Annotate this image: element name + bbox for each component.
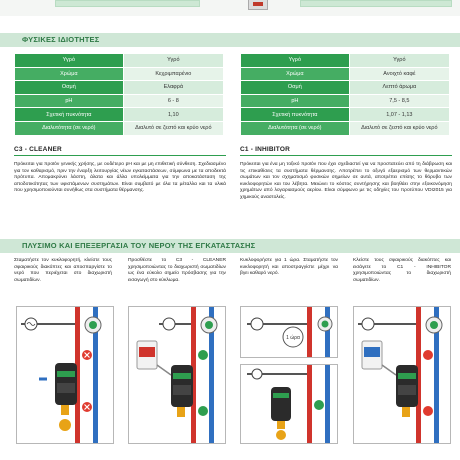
property-row [241,67,450,81]
property-value: Λεπτό άρωμα [349,81,449,95]
open-valve-icon [198,406,208,416]
property-name: pH [15,94,124,108]
property-row [241,94,450,108]
closed-valve-icon [423,406,433,416]
property-value: Κεχριμπαρένιο [123,67,223,81]
step-3-diagram-bottom [240,364,338,444]
property-row [15,81,224,95]
property-row [241,121,450,135]
top-strip [0,0,460,16]
property-row [241,108,450,122]
inhibitor-title: C1 - INHIBITOR [240,146,290,153]
property-value: 1,10 [123,108,223,122]
property-value: 6 - 8 [123,94,223,108]
open-valve-icon [198,350,208,360]
product-thumbnail [248,0,268,10]
property-name: Οσμή [241,81,350,95]
timer-label: 1 ώρα [286,335,300,341]
property-name: pH [241,94,350,108]
step-4-diagram [353,306,451,444]
property-value: Διαλυτό σε ζεστό και κρύο νερό [123,121,223,135]
property-name: Υγρό [241,54,350,68]
property-name: Σχετική πυκνότητα [15,108,124,122]
property-name: Υγρό [15,54,124,68]
property-name: Χρώμα [241,67,350,81]
step-2-diagram [128,306,226,444]
step-1-diagram [16,306,114,444]
step-3-text: Κυκλοφορήστε για 1 ώρα. Σταματήστε τον κυκλοφορητή και αποστραγγίστε μέχρι να βγει καθαρό νερό. [240,258,338,277]
property-name: Σχετική πυκνότητα [241,108,350,122]
property-name: Διαλυτότητα (σε νερό) [15,121,124,135]
top-table-fragment [300,0,452,7]
inhibitor-divider [240,155,452,156]
step-4-text: Κλείστε τους σφαιρικούς διακόπτες και εισάγετε το C1 - INHIBITOR χρησιμοποιώντας το διαχωριστή σωματιδίων. [353,258,451,283]
property-value: Υγρό [349,54,449,68]
property-row [15,108,224,122]
step-1-text: Σταματήστε τον κυκλοφορητή, κλείστε τους σφαιρικούς διακόπτες και αποσπαργίστε το νερό που περιέχεται στο διαχωριστή σωματιδίων. [14,258,112,283]
section-header-physical-properties: ΦΥΣΙΚΕΣ ΙΔΙΟΤΗΤΕΣ [0,33,460,47]
cleaner-divider [14,155,226,156]
property-value: Υγρό [123,54,223,68]
property-name: Χρώμα [15,67,124,81]
inhibitor-description: Πρόκειται για ένα μη τοξικό προϊόν που έχει σχεδιαστεί για να προστατεύει από τη διάβρωση και τις επικαθίσεις τα συστήματα θέρμανσης. Αποτρέπει το οξυγό εξαερισμό των θερμαντικών σωμάτων και τον σχηματισμό φυσικών σημείων σε αυτά, αποτρέπει επίσης το θόρυβο των κυκλοφορητών και του λέβητα. Μειώνει το κόστος συντήρησης και βοηθάει στην εξοικονόμηση χρημάτων από λογαριασμούς αερίου. Είναι σύμφωνο με τις οδηγίες του προτύπου VDI2015 για χημικούς αναστολείς. [240,162,452,200]
section-header-flushing: ΠΛΥΣΙΜΟ ΚΑΙ ΕΠΕΞΕΡΓΑΣΙΑ ΤΟΥ ΝΕΡΟΥ ΤΗΣ ΕΓΚΑΤΑΣΤΑΣΗΣ [0,239,460,253]
property-row [15,54,224,68]
property-name: Διαλυτότητα (σε νερό) [241,121,350,135]
inhibitor-properties-table [240,53,450,136]
property-value: Ελαφρά [123,81,223,95]
property-name: Οσμή [15,81,124,95]
property-row [15,94,224,108]
step-3-diagram-top [240,306,338,358]
property-value: Ανοιχτό καφέ [349,67,449,81]
property-value: Διαλυτό σε ζεστό και κρύο νερό [349,121,449,135]
cleaner-description: Πρόκειται για προϊόν γενικής χρήσης, με ουδέτερο pH και με μη επιθετική σύνθεση. Σχεδιασμένο για τον καθαρισμό, πριν την έναρξη λειτουργίας νέων εγκαταστάσεων, σύμφωνα με τα αποδεκτά πρότυπα. Απομακρύνει λάσπη, άλατα και άλλα υπολείμματα για την αποκατάσταση της αποδοτικότητας των υφιστάμενων συστημάτων. Είναι συμβατό με όλα τα μέταλλα και τα υλικά που χρησιμοποιούνται συνήθως στα συστήματα θέρμανσης. [14,162,226,193]
property-row [15,67,224,81]
open-valve-icon [314,400,324,410]
property-row [15,121,224,135]
property-row [241,54,450,68]
property-row [241,81,450,95]
property-value: 7,5 - 8,5 [349,94,449,108]
closed-valve-icon [423,350,433,360]
cleaner-title: C3 - CLEANER [14,146,62,153]
top-table-fragment [55,0,200,7]
cleaner-properties-table [14,53,224,136]
step-2-text: Προσθέστε το C3 - CLEANER χρησιμοποιώντας το διαχωριστή σωματιδίων ως ένα εύκολο σημείο πρόσβασης για την εισαγωγή στο κύκλωμα. [128,258,226,283]
property-value: 1,07 - 1,13 [349,108,449,122]
